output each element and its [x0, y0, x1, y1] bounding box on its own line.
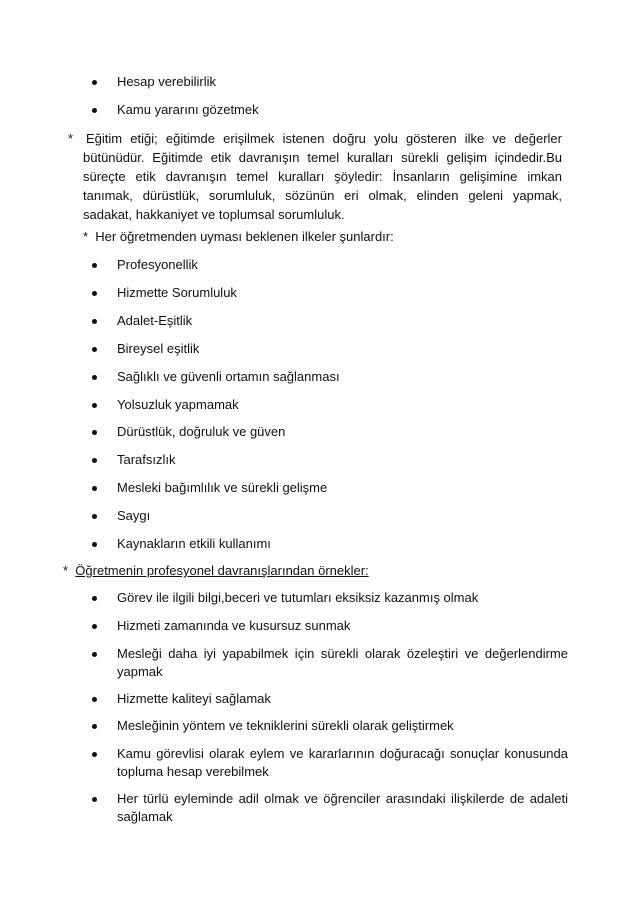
bullet-icon	[92, 263, 97, 268]
list-item-text: Saygı	[117, 508, 151, 523]
list-item-text: Bireysel eşitlik	[117, 341, 200, 356]
paragraph-marker: *	[68, 131, 74, 146]
list-item	[92, 256, 568, 274]
list-item	[92, 617, 568, 635]
list-item	[92, 396, 568, 414]
paragraph-text: Eğitim etiği; eğitimde erişilmek istenen doğru yolu gösteren ilke ve değerler bütünüdür. Eğitimde etik davranışın temel kuralları sürekli gelişim içindedir.Bu süreçte etik davranışın temel kuralları şöyledir: İnsanların gelişimine imkan tanımak, dürüstlük, sorumluluk, sözünün eri olmak, elinden geleni yapmak, sadakat, hakkaniyet ve toplumsal sorumluluk.	[83, 131, 562, 222]
list-item	[92, 645, 568, 681]
bullet-icon	[92, 542, 97, 547]
bullet-icon	[92, 430, 97, 435]
list-item	[92, 312, 568, 330]
list-item-text: Mesleği daha iyi yapabilmek için sürekli olarak özeleştiri ve değerlendirme yapmak	[117, 646, 568, 679]
heading-marker: *	[63, 563, 69, 578]
ethics-paragraph	[68, 129, 562, 224]
list-item-text: Mesleki bağımlılık ve sürekli gelişme	[117, 480, 328, 495]
list-item-text: Profesyonellik	[117, 257, 198, 272]
list-item-text: Kaynakların etkili kullanımı	[117, 536, 271, 551]
list-item	[92, 479, 568, 497]
bullet-icon	[92, 514, 97, 519]
list-item	[92, 589, 568, 607]
heading-text: Öğretmenin profesyonel davranışlarından örnekler:	[75, 563, 369, 578]
list-item-text: Sağlıklı ve güvenli ortamın sağlanması	[117, 369, 340, 384]
list-item-text: Yolsuzluk yapmamak	[117, 397, 239, 412]
bullet-icon	[92, 291, 97, 296]
list-item	[92, 368, 568, 386]
heading-marker: *	[83, 229, 89, 244]
list-item-text: Tarafsızlık	[117, 452, 176, 467]
list-item-text: Dürüstlük, doğruluk ve güven	[117, 424, 286, 439]
list-item-text: Mesleğinin yöntem ve tekniklerini sürekli olarak geliştirmek	[117, 718, 454, 733]
list-item	[92, 507, 568, 525]
list-item-text: Görev ile ilgili bilgi,beceri ve tutumları eksiksiz kazanmış olmak	[117, 590, 479, 605]
bullet-icon	[92, 697, 97, 702]
bullet-icon	[92, 624, 97, 629]
bullet-icon	[92, 80, 97, 85]
list-item-text: Hesap verebilirlik	[117, 74, 216, 89]
list-item	[92, 423, 568, 441]
bullet-icon	[92, 652, 97, 657]
bullet-icon	[92, 375, 97, 380]
list-item	[92, 340, 568, 358]
list-item-text: Hizmette kaliteyi sağlamak	[117, 691, 271, 706]
bullet-icon	[92, 319, 97, 324]
list-item-text: Kamu görevlisi olarak eylem ve kararlarının doğuracağı sonuçlar konusunda topluma hesap verebilmek	[117, 746, 568, 779]
list-item	[92, 790, 568, 826]
bullet-icon	[92, 596, 97, 601]
list-item-text: Hizmette Sorumluluk	[117, 285, 237, 300]
bullet-icon	[92, 797, 97, 802]
list-item	[92, 535, 568, 553]
bullet-icon	[92, 724, 97, 729]
list-item	[92, 284, 568, 302]
heading-text: Her öğretmenden uyması beklenen ilkeler şunlardır:	[95, 229, 394, 244]
list-item-text: Adalet-Eşitlik	[117, 313, 193, 328]
bullet-icon	[92, 347, 97, 352]
bullet-icon	[92, 108, 97, 113]
list-item	[92, 717, 568, 735]
list-item-text: Her türlü eyleminde adil olmak ve öğrenciler arasındaki ilişkilerde de adaleti sağlamak	[117, 791, 568, 824]
bullet-icon	[92, 403, 97, 408]
bullet-icon	[92, 752, 97, 757]
principles-heading	[83, 228, 394, 246]
list-item	[92, 745, 568, 781]
list-item	[92, 101, 568, 119]
list-item	[92, 451, 568, 469]
list-item	[92, 73, 568, 91]
list-item	[92, 690, 568, 708]
bullet-icon	[92, 486, 97, 491]
list-item-text: Hizmeti zamanında ve kusursuz sunmak	[117, 618, 351, 633]
bullet-icon	[92, 458, 97, 463]
list-item-text: Kamu yararını gözetmek	[117, 102, 259, 117]
examples-heading	[63, 562, 369, 580]
